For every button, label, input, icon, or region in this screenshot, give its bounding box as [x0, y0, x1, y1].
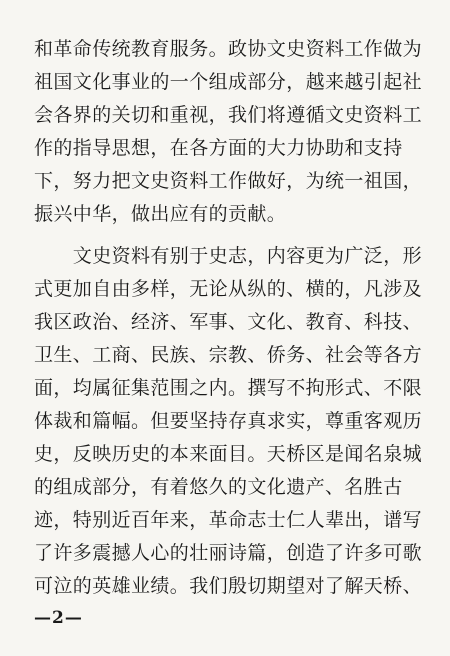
text-line: 迹，特别近百年来，革命志士仁人辈出，谱写: [34, 509, 423, 531]
text-line: 我区政治、经济、军事、文化、教育、科技、: [34, 311, 423, 333]
page-number: —2—: [34, 608, 83, 628]
text-line: 史，反映历史的本来面目。天桥区是闻名泉城: [34, 443, 423, 465]
text-line: 祖国文化事业的一个组成部分，越来越引起社: [34, 71, 423, 93]
paragraph-gap: [34, 231, 439, 240]
text-line: 振兴中华，做出应有的贡献。: [34, 203, 287, 225]
text-line: 会各界的关切和重视，我们将遵循文史资料工: [34, 104, 423, 126]
text-line: 可泣的英雄业绩。我们殷切期望对了解天桥、: [34, 575, 423, 597]
text-line: 了许多震撼人心的壮丽诗篇，创造了许多可歌: [34, 542, 423, 564]
text-line: 和革命传统教育服务。政协文史资料工作做为: [34, 38, 423, 60]
text-line: 下，努力把文史资料工作做好，为统一祖国，: [34, 170, 423, 192]
text-line: 的组成部分，有着悠久的文化遗产、名胜古: [34, 476, 403, 498]
paragraph-1: [34, 33, 439, 231]
text-line: 面，均属征集范围之内。撰写不拘形式、不限: [34, 377, 423, 399]
text-line: 文史资料有别于史志，内容更为广泛，形: [34, 245, 423, 267]
text-line: 作的指导思想，在各方面的大力协助和支持: [34, 137, 403, 159]
paragraph-2: [34, 240, 439, 603]
text-line: 卫生、工商、民族、宗教、侨务、社会等各方: [34, 344, 423, 366]
text-line: 式更加自由多样，无论从纵的、横的，凡涉及: [34, 278, 423, 300]
text-line: 体裁和篇幅。但要坚持存真求实，尊重客观历: [34, 410, 423, 432]
body-text: [34, 33, 439, 603]
